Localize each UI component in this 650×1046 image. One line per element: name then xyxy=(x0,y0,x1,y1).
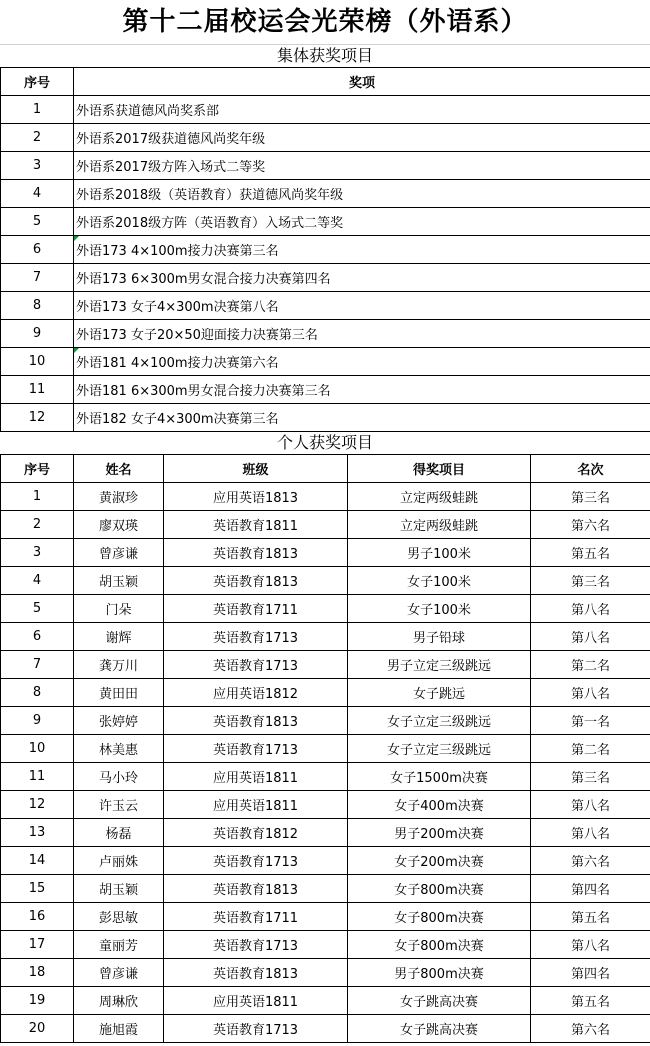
cell-award-text: 外语173 女子4×300m决赛第八名 xyxy=(76,300,279,315)
cell-name[interactable]: 周琳欣 xyxy=(74,987,164,1015)
cell-event[interactable]: 女子跳远 xyxy=(348,679,531,707)
cell-class[interactable]: 应用英语1811 xyxy=(164,791,348,819)
cell-name[interactable]: 曾彦谦 xyxy=(74,959,164,987)
cell-award-text: 外语系2018级方阵（英语教育）入场式二等奖 xyxy=(76,216,344,231)
cell-class[interactable]: 英语教育1713 xyxy=(164,847,348,875)
cell-name[interactable]: 张婷婷 xyxy=(74,707,164,735)
cell-no[interactable]: 6 xyxy=(1,236,74,264)
cell-award-text: 外语181 4×100m接力决赛第六名 xyxy=(76,356,279,371)
cell-event[interactable]: 女子100米 xyxy=(348,567,531,595)
cell-rank[interactable]: 第八名 xyxy=(531,819,650,847)
individual-table-row xyxy=(1,987,650,1015)
cell-class[interactable]: 应用英语1813 xyxy=(164,483,348,511)
cell-no[interactable]: 11 xyxy=(1,376,74,404)
group-table-row xyxy=(1,96,650,124)
cell-no[interactable]: 3 xyxy=(1,539,74,567)
cell-no[interactable]: 8 xyxy=(1,292,74,320)
individual-table-row xyxy=(1,511,650,539)
cell-rank[interactable]: 第八名 xyxy=(531,679,650,707)
cell-award[interactable] xyxy=(74,208,650,236)
cell-name[interactable]: 胡玉颖 xyxy=(74,567,164,595)
cell-award-text: 外语173 4×100m接力决赛第三名 xyxy=(76,244,279,259)
cell-no[interactable]: 11 xyxy=(1,763,74,791)
cell-award[interactable] xyxy=(74,124,650,152)
cell-rank[interactable]: 第二名 xyxy=(531,735,650,763)
cell-award-text: 外语173 女子20×50迎面接力决赛第三名 xyxy=(76,328,318,343)
cell-event[interactable]: 男子200m决赛 xyxy=(348,819,531,847)
cell-rank[interactable]: 第五名 xyxy=(531,539,650,567)
individual-table-row xyxy=(1,903,650,931)
cell-class[interactable]: 英语教育1813 xyxy=(164,875,348,903)
cell-rank[interactable]: 第一名 xyxy=(531,707,650,735)
cell-award[interactable] xyxy=(74,236,650,264)
individual-table-row xyxy=(1,763,650,791)
cell-rank[interactable]: 第五名 xyxy=(531,903,650,931)
cell-rank[interactable]: 第八名 xyxy=(531,595,650,623)
column-header-award[interactable]: 奖项 xyxy=(74,68,650,96)
cell-rank[interactable]: 第三名 xyxy=(531,763,650,791)
cell-award-text: 外语系2017级获道德风尚奖年级 xyxy=(76,132,266,147)
cell-class[interactable]: 应用英语1811 xyxy=(164,987,348,1015)
group-table-row xyxy=(1,180,650,208)
group-table-row xyxy=(1,152,650,180)
cell-event[interactable]: 男子800m决赛 xyxy=(348,959,531,987)
cell-class[interactable]: 应用英语1812 xyxy=(164,679,348,707)
cell-class[interactable]: 英语教育1813 xyxy=(164,567,348,595)
cell-event[interactable]: 女子立定三级跳远 xyxy=(348,735,531,763)
individual-table-row xyxy=(1,959,650,987)
cell-rank[interactable]: 第四名 xyxy=(531,875,650,903)
column-header-class[interactable]: 班级 xyxy=(164,455,348,483)
cell-event[interactable]: 男子铅球 xyxy=(348,623,531,651)
group-table-row xyxy=(1,376,650,404)
cell-name[interactable]: 林美惠 xyxy=(74,735,164,763)
cell-award[interactable] xyxy=(74,292,650,320)
cell-no[interactable]: 6 xyxy=(1,623,74,651)
cell-no[interactable]: 7 xyxy=(1,651,74,679)
cell-no[interactable]: 10 xyxy=(1,735,74,763)
cell-no[interactable]: 2 xyxy=(1,124,74,152)
cell-award[interactable] xyxy=(74,180,650,208)
individual-table-row xyxy=(1,847,650,875)
cell-class[interactable]: 英语教育1813 xyxy=(164,707,348,735)
cell-rank[interactable]: 第四名 xyxy=(531,959,650,987)
cell-award-text: 外语182 女子4×300m决赛第三名 xyxy=(76,412,279,427)
cell-rank[interactable]: 第二名 xyxy=(531,651,650,679)
column-header-name[interactable]: 姓名 xyxy=(74,455,164,483)
cell-rank[interactable]: 第六名 xyxy=(531,1015,650,1043)
cell-class[interactable]: 英语教育1713 xyxy=(164,623,348,651)
cell-rank[interactable]: 第三名 xyxy=(531,483,650,511)
cell-class[interactable]: 英语教育1711 xyxy=(164,903,348,931)
cell-no[interactable]: 12 xyxy=(1,404,74,432)
cell-name[interactable]: 卢丽姝 xyxy=(74,847,164,875)
cell-name[interactable]: 施旭霞 xyxy=(74,1015,164,1043)
cell-award[interactable] xyxy=(74,96,650,124)
cell-event[interactable]: 立定两级蛙跳 xyxy=(348,483,531,511)
column-header-no[interactable]: 序号 xyxy=(1,68,74,96)
cell-award-text: 外语系2018级（英语教育）获道德风尚奖年级 xyxy=(76,188,344,203)
cell-award-text: 外语173 6×300m男女混合接力决赛第四名 xyxy=(76,272,331,287)
cell-class[interactable]: 英语教育1711 xyxy=(164,595,348,623)
group-table-row xyxy=(1,236,650,264)
cell-no[interactable]: 8 xyxy=(1,679,74,707)
page-title: 第十二届校运会光荣榜（外语系） xyxy=(0,0,650,45)
cell-event[interactable]: 女子800m决赛 xyxy=(348,903,531,931)
cell-award[interactable] xyxy=(74,320,650,348)
individual-table-row xyxy=(1,679,650,707)
cell-no[interactable]: 1 xyxy=(1,483,74,511)
cell-no[interactable]: 18 xyxy=(1,959,74,987)
group-header-row xyxy=(1,68,650,96)
group-table-row xyxy=(1,264,650,292)
cell-rank[interactable]: 第八名 xyxy=(531,623,650,651)
cell-error-indicator-icon xyxy=(74,348,79,353)
cell-name[interactable]: 童丽芳 xyxy=(74,931,164,959)
individual-table-row xyxy=(1,539,650,567)
cell-award[interactable] xyxy=(74,348,650,376)
cell-name[interactable]: 彭思敏 xyxy=(74,903,164,931)
cell-award-text: 外语181 6×300m男女混合接力决赛第三名 xyxy=(76,384,331,399)
cell-name[interactable]: 黄淑珍 xyxy=(74,483,164,511)
cell-event[interactable]: 男子立定三级跳远 xyxy=(348,651,531,679)
cell-name[interactable]: 谢辉 xyxy=(74,623,164,651)
group-table-row xyxy=(1,404,650,432)
cell-class[interactable]: 英语教育1811 xyxy=(164,511,348,539)
individual-table-row xyxy=(1,651,650,679)
cell-no[interactable]: 19 xyxy=(1,987,74,1015)
individual-header-row xyxy=(1,455,650,483)
cell-name[interactable]: 廖双瑛 xyxy=(74,511,164,539)
cell-rank[interactable]: 第六名 xyxy=(531,511,650,539)
cell-rank[interactable]: 第三名 xyxy=(531,567,650,595)
cell-class[interactable]: 应用英语1811 xyxy=(164,763,348,791)
cell-no[interactable]: 2 xyxy=(1,511,74,539)
cell-name[interactable]: 曾彦谦 xyxy=(74,539,164,567)
cell-no[interactable]: 12 xyxy=(1,791,74,819)
cell-class[interactable]: 英语教育1813 xyxy=(164,539,348,567)
cell-name[interactable]: 马小玲 xyxy=(74,763,164,791)
group-table-row xyxy=(1,320,650,348)
group-section-heading: 集体获奖项目 xyxy=(276,46,373,65)
cell-no[interactable]: 14 xyxy=(1,847,74,875)
column-header-no[interactable]: 序号 xyxy=(1,455,74,483)
cell-class[interactable]: 英语教育1813 xyxy=(164,959,348,987)
cell-event[interactable]: 女子立定三级跳远 xyxy=(348,707,531,735)
cell-event[interactable]: 女子跳高决赛 xyxy=(348,1015,531,1043)
cell-no[interactable]: 1 xyxy=(1,96,74,124)
cell-award[interactable] xyxy=(74,404,650,432)
individual-table-row xyxy=(1,623,650,651)
cell-no[interactable]: 4 xyxy=(1,567,74,595)
cell-award-text: 外语系获道德风尚奖系部 xyxy=(76,104,220,119)
group-table-row xyxy=(1,208,650,236)
cell-award-text: 外语系2017级方阵入场式二等奖 xyxy=(76,160,266,175)
individual-table-row xyxy=(1,595,650,623)
cell-rank[interactable]: 第六名 xyxy=(531,847,650,875)
cell-no[interactable]: 9 xyxy=(1,707,74,735)
cell-no[interactable]: 3 xyxy=(1,152,74,180)
cell-event[interactable]: 女子800m决赛 xyxy=(348,875,531,903)
cell-no[interactable]: 20 xyxy=(1,1015,74,1043)
individual-table-row xyxy=(1,1015,650,1043)
cell-no[interactable]: 17 xyxy=(1,931,74,959)
individual-table-row xyxy=(1,791,650,819)
cell-error-indicator-icon xyxy=(74,236,79,241)
cell-rank[interactable]: 第五名 xyxy=(531,987,650,1015)
cell-award[interactable] xyxy=(74,264,650,292)
cell-name[interactable]: 门朵 xyxy=(74,595,164,623)
column-header-rank[interactable]: 名次 xyxy=(531,455,650,483)
cell-rank[interactable]: 第八名 xyxy=(531,791,650,819)
group-table-row xyxy=(1,348,650,376)
cell-class[interactable]: 英语教育1713 xyxy=(164,735,348,763)
cell-name[interactable]: 杨磊 xyxy=(74,819,164,847)
cell-event[interactable]: 女子400m决赛 xyxy=(348,791,531,819)
individual-table-row xyxy=(1,483,650,511)
cell-no[interactable]: 5 xyxy=(1,208,74,236)
cell-name[interactable]: 黄田田 xyxy=(74,679,164,707)
cell-rank[interactable]: 第八名 xyxy=(531,931,650,959)
cell-event[interactable]: 女子200m决赛 xyxy=(348,847,531,875)
cell-event[interactable]: 女子1500m决赛 xyxy=(348,763,531,791)
individual-table-row xyxy=(1,735,650,763)
cell-event[interactable]: 女子100米 xyxy=(348,595,531,623)
group-table-row xyxy=(1,124,650,152)
cell-no[interactable]: 15 xyxy=(1,875,74,903)
cell-award[interactable] xyxy=(74,376,650,404)
cell-no[interactable]: 13 xyxy=(1,819,74,847)
cell-no[interactable]: 7 xyxy=(1,264,74,292)
cell-event[interactable]: 女子跳高决赛 xyxy=(348,987,531,1015)
cell-event[interactable]: 男子100米 xyxy=(348,539,531,567)
cell-no[interactable]: 4 xyxy=(1,180,74,208)
cell-class[interactable]: 英语教育1713 xyxy=(164,931,348,959)
cell-event[interactable]: 女子800m决赛 xyxy=(348,931,531,959)
individual-table-row xyxy=(1,931,650,959)
individual-table-row xyxy=(1,567,650,595)
column-header-event[interactable]: 得奖项目 xyxy=(348,455,531,483)
cell-class[interactable]: 英语教育1713 xyxy=(164,1015,348,1043)
group-table-row xyxy=(1,292,650,320)
cell-no[interactable]: 9 xyxy=(1,320,74,348)
cell-award[interactable] xyxy=(74,152,650,180)
cell-class[interactable]: 英语教育1713 xyxy=(164,651,348,679)
cell-name[interactable]: 许玉云 xyxy=(74,791,164,819)
individual-table-row xyxy=(1,707,650,735)
cell-no[interactable]: 16 xyxy=(1,903,74,931)
cell-event[interactable]: 立定两级蛙跳 xyxy=(348,511,531,539)
individual-awards-table xyxy=(0,454,650,1043)
group-awards-table xyxy=(0,67,650,432)
individual-table-row xyxy=(1,875,650,903)
cell-no[interactable]: 5 xyxy=(1,595,74,623)
individual-section-heading: 个人获奖项目 xyxy=(276,433,373,452)
cell-no[interactable]: 10 xyxy=(1,348,74,376)
individual-table-row xyxy=(1,819,650,847)
cell-name[interactable]: 胡玉颖 xyxy=(74,875,164,903)
cell-class[interactable]: 英语教育1812 xyxy=(164,819,348,847)
cell-name[interactable]: 龚万川 xyxy=(74,651,164,679)
